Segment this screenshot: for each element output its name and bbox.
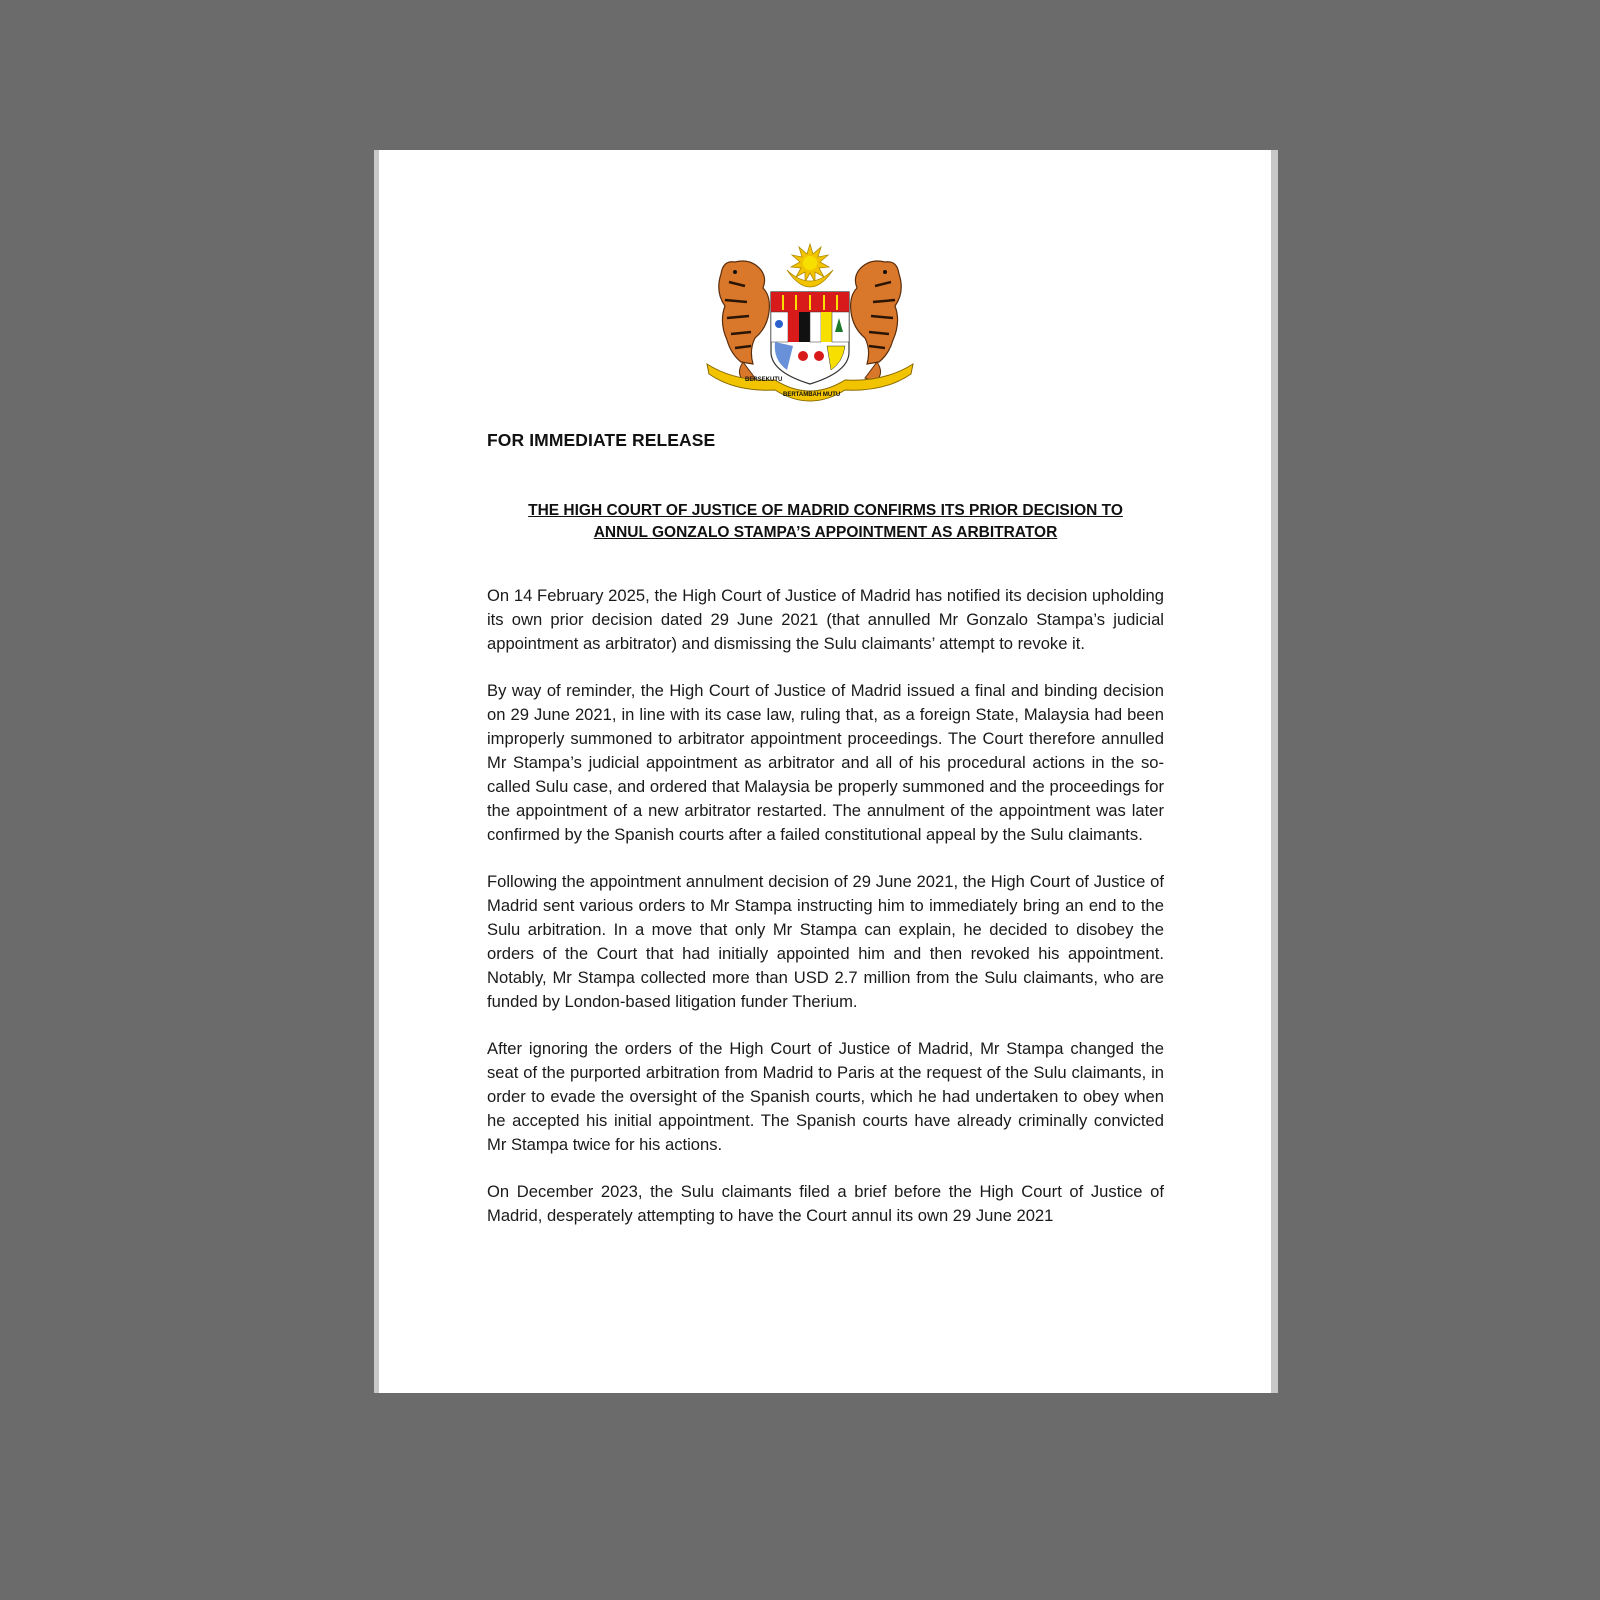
- paragraph: On 14 February 2025, the High Court of Justice of Madrid has notified its decision upholding its own prior decision dated 29 June 2021 (that annulled Mr Gonzalo Stampa’s judicial appointment as arbitrator) and dismissing the Sulu claimants’ attempt to revoke it.: [487, 586, 1164, 653]
- paragraph: On December 2023, the Sulu claimants filed a brief before the High Court of Justice of Madrid, desperately attempting to have the Court annul its own 29 June 2021: [487, 1182, 1164, 1225]
- sun-star-icon: [791, 244, 829, 282]
- shield-icon: [771, 292, 849, 384]
- paragraph: Following the appointment annulment decision of 29 June 2021, the High Court of Justice of Madrid sent various orders to Mr Stampa instructing him to immediately bring an end to the Sulu arbitration. In a move that only Mr Stampa can explain, he decided to disobey the orders of the Court that had initially appointed him and then revoked his appointment. Notably, Mr Stampa collected more than USD 2.7 million from the Sulu claimants, who are funded by London-based litigation funder Therium.: [487, 872, 1164, 1011]
- svg-text:BERSEKUTU: BERSEKUTU: [745, 377, 783, 383]
- left-tiger-icon: [719, 261, 770, 382]
- paragraph: By way of reminder, the High Court of Justice of Madrid issued a final and binding decision on 29 June 2021, in line with its case law, ruling that, as a foreign State, Malaysia had been improperly summoned to arbitrator appointment proceedings. The Court therefore annulled Mr Stampa’s judicial appointment as arbitrator and all of his procedural actions in the so-called Sulu case, and ordered that Malaysia be properly summoned and the proceedings for the appointment of a new arbitrator restarted. The annulment of the appointment was later confirmed by the Spanish courts after a failed constitutional appeal by the Sulu claimants.: [487, 681, 1164, 844]
- headline: [487, 500, 1164, 544]
- paragraph: After ignoring the orders of the High Court of Justice of Madrid, Mr Stampa changed the seat of the purported arbitration from Madrid to Paris at the request of the Sulu claimants, in order to evade the oversight of the Spanish courts, which he had undertaken to obey when he accepted his initial appointment. The Spanish courts have already criminally convicted Mr Stampa twice for his actions.: [487, 1039, 1164, 1154]
- document-body: [487, 584, 1164, 1251]
- coat-of-arms-logo: [705, 242, 915, 404]
- headline-line-1: THE HIGH COURT OF JUSTICE OF MADRID CONFIRMS ITS PRIOR DECISION TO: [528, 502, 1123, 519]
- headline-line-2: ANNUL GONZALO STAMPA’S APPOINTMENT AS ARBITRATOR: [593, 524, 1058, 541]
- release-label: FOR IMMEDIATE RELEASE: [487, 430, 716, 450]
- svg-text:BERTAMBAH MUTU: BERTAMBAH MUTU: [783, 392, 841, 398]
- document-page: [374, 150, 1278, 1393]
- right-tiger-icon: [851, 261, 902, 382]
